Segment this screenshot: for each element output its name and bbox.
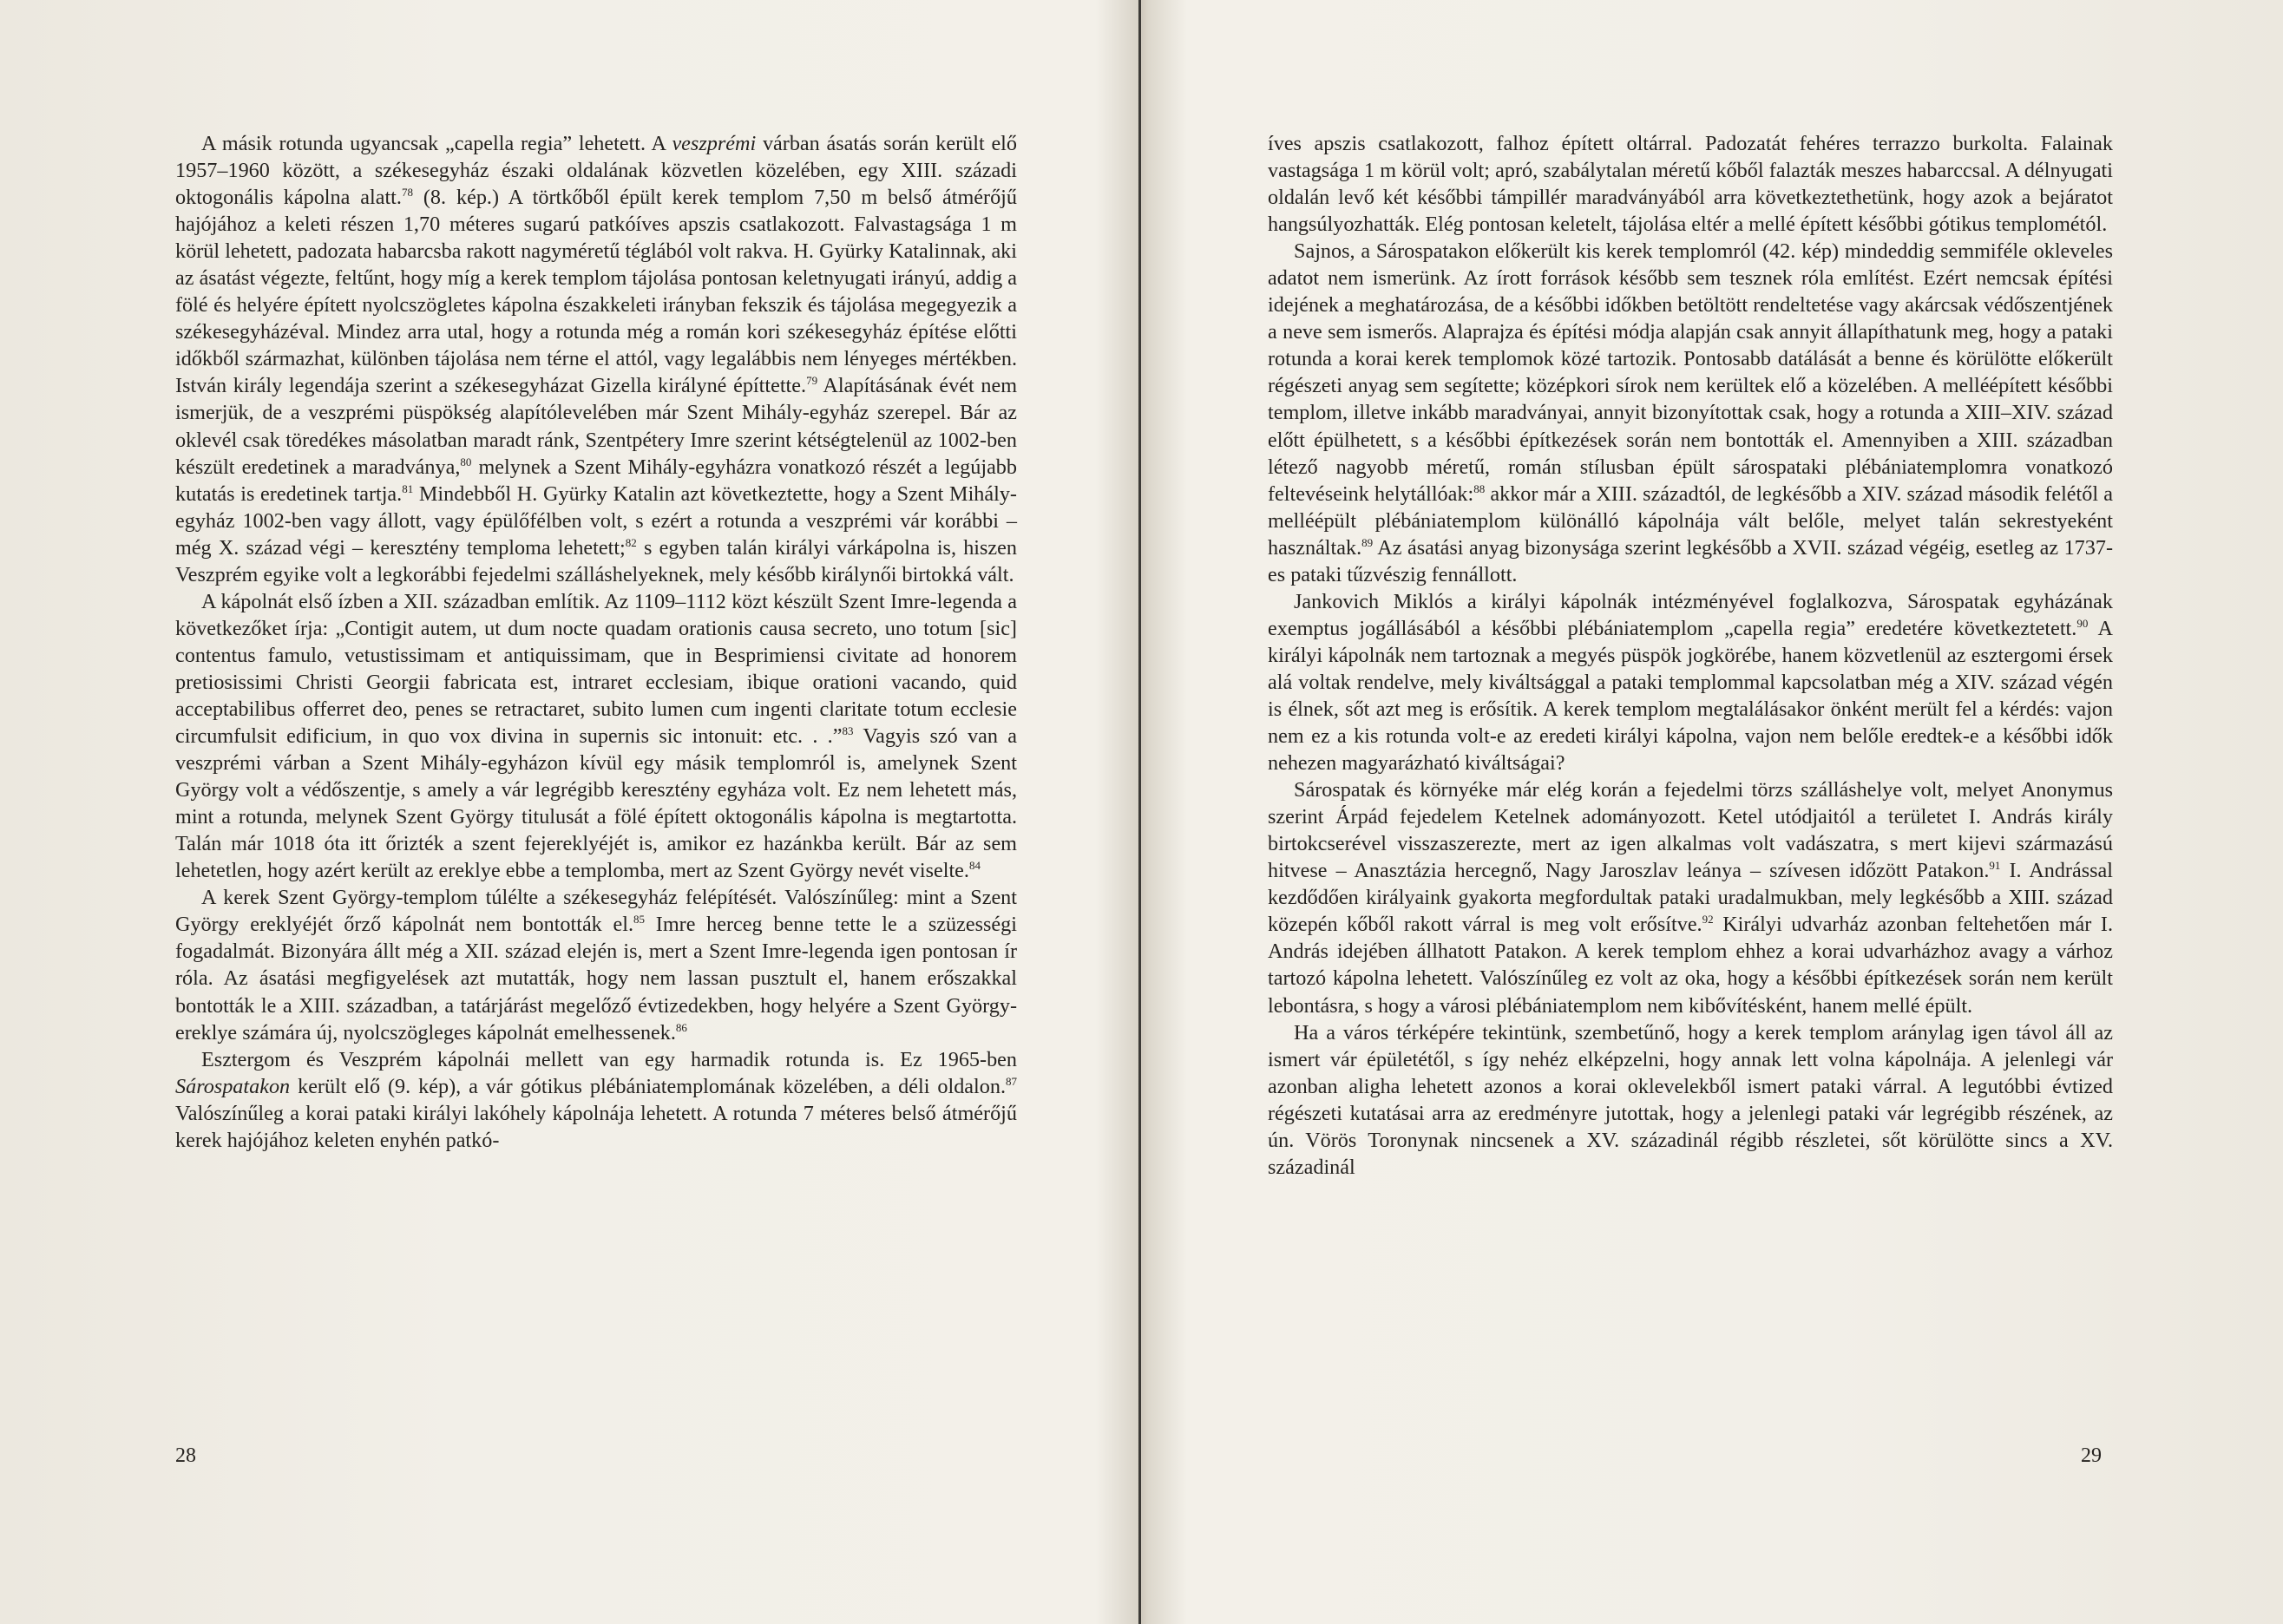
text-run: akkor már a XIII. századtól, de legkésőbb a XIV. század második felétől a melléépült plébániatemplom különálló kápolnája vált belőle, melyet talán sekrestyeként használtak. [1268,481,2113,560]
text-run: A kerek Szent György-templom túlélte a székesegyház felépítését. Valószínűleg: mint a Szent György ereklyéjét őrző kápolnát nem bontották el. [175,886,1017,937]
text-run: Vagyis szó van a veszprémi várban a Szent Mihály-egyházon kívül egy másik templomról is, amelynek Szent György volt a védőszentje, s amely a vár legrégibb keresztény egyháza volt. Ez nem lehetett más, mint a rotunda, melynek Szent György titulusát a fölé épített oktogonális kápolna is megtartotta. Talán már 1018 óta itt őrizték a szent fejereklyéjét is, amikor ez hazánkba került. Bár az sem lehetetlen, hogy azért került az ereklye ebbe a templomba, mert az Szent György nevét viselte. [175,724,1017,883]
paragraph [175,130,1017,588]
right-page [1141,0,2283,1624]
italic-text: veszprémi [672,132,757,155]
text-run: Ha a város térképére tekintünk, szembetűnő, hogy a kerek templom aránylag igen távol áll az ismert vár épületétől, s így nehéz elképzelni, hogy annak lett volna kápolnája. A jelenlegi vár azonban aligha lehetett azonos a korai oklevelekből ismert pataki várral. A legutóbbi évtized régészeti kutatásai arra az eredményre jutottak, hogy a jelenlegi pataki vár legrégibb részének, az ún. Vörös Toronynak nincsenek a XV. századinál régibb részletei, sőt körülötte sincs a XV. századinál [1268,1020,2113,1179]
footnote-ref: 91 [1989,859,2001,873]
right-page-number: 29 [2081,1444,2102,1467]
text-run: Királyi udvarház azonban feltehetően már I. András idejében állhatott Patakon. A kerek templom ehhez a korai udvarházhoz avagy a várhoz tartozó kápolna lehetett. Valószínűleg ez volt az oka, hogy a későbbi építkezések során nem került lebontásra, s hogy a városi plébániatemplom nem kibővítésként, hanem mellé épült. [1268,913,2113,1018]
footnote-ref: 85 [633,913,646,927]
text-run: Valószínűleg a korai pataki királyi lakóhely kápolnája lehetett. A rotunda 7 méteres belső átmérőjű kerek hajójához keleten enyhén patkó- [175,1101,1017,1152]
footnote-ref: 89 [1361,535,1374,549]
footnote-ref: 87 [1006,1074,1017,1088]
text-run: került elő (9. kép), a vár gótikus plébániatemplomának közelében, a déli oldalon. [290,1074,1006,1098]
text-run: A kápolnát első ízben a XII. században említik. Az 1109–1112 közt készült Szent Imre-legenda a következőket írja: „Contigit autem, ut dum nocte quadam orationis causa secreto, uno totum [sic] contentus famulo, vetustissimam et antiquissimam, que in Besprimiensi civitate ad honorem pretiosissimi Christi Georgii fabricata est, intraret ecclesiam, ibique orationi vacando, quid acceptabilibus offerret deo, penes se retractaret, subito lumen cum ingenti claritate totum ecclesie circumfulsit edificium, in quo vox divina in supernis sic intonuit: etc. . .” [175,589,1017,749]
text-run: Esztergom és Veszprém kápolnái mellett van egy harmadik rotunda is. Ez 1965-ben [201,1047,1017,1071]
paragraph [1268,776,2113,1018]
paragraph [1268,130,2113,238]
text-run: Mindebből H. Gyürky Katalin azt következtette, hogy a Szent Mihály-egyház 1002-ben vagy állott, vagy épülőfélben volt, s ezért a rotunda a veszprémi vár korábbi – még X. század végi – keresztény temploma lehetett; [175,481,1017,560]
footnote-ref: 78 [401,186,413,200]
text-run: A másik rotunda ugyancsak „capella regia” lehetett. A [201,132,672,155]
text-run: Az ásatási anyag bizonysága szerint legkésőbb a XVII. század végéig, esetleg az 1737-es pataki tűzvészig fennállott. [1268,535,2113,586]
footnote-ref: 79 [806,374,818,388]
left-page-number: 28 [175,1444,196,1467]
text-run: s egyben talán királyi várkápolna is, hiszen Veszprém egyike volt a legkorábbi fejedelmi szálláshelyeknek, mely később királynői birtokká vált. [175,535,1017,586]
text-run: íves apszis csatlakozott, falhoz épített oltárral. Padozatát fehéres terrazzo burkolta. Falainak vastagsága 1 m körül volt; apró, szabálytalan méretű kőből falazták meszes habarccsal. A délnyugati oldalán levő két későbbi támpillér maradványából arra következtethetünk, hogy azok a bejáratot hangsúlyozhatták. Elég pontosan keletelt, tájolása eltér a mellé épített későbbi gótikus templométól. [1268,132,2113,237]
left-page [0,0,1138,1624]
italic-text: Sárospatakon [175,1074,291,1098]
text-run: melynek a Szent Mihály-egyházra vonatkozó részét a legújabb kutatás is eredetinek tartja. [175,455,1017,506]
text-run: A királyi kápolnák nem tartoznak a megyés püspök jogkörébe, hanem közvetlenül az esztergomi érsek alá voltak rendelve, mely kiváltsággal a pataki templommal kapcsolatban még a XIV. század végén is élnek, sőt azt meg is erősítik. A kerek templom megtalálásakor önként merült fel a kérdés: vajon nem ez a kis rotunda volt-e az eredeti királyi kápolna, vajon nem belőle eredtek-e a későbbi idők nehezen magyarázható kiváltságai? [1268,616,2113,776]
footnote-ref: 84 [968,859,981,873]
paragraph [1268,1019,2113,1181]
footnote-ref: 82 [625,535,637,549]
footnote-ref: 92 [1702,913,1714,927]
text-run: várban ásatás során került elő 1957–1960 között, a székesegyház északi oldalának közvetlen közelében, egy XIII. századi oktogonális kápolna alatt. [175,132,1017,210]
text-run: Alapításának évét nem ismerjük, de a veszprémi püspökség alapítólevelében már Szent Mihály-egyház szerepel. Bár az oklevél csak töredékes másolatban maradt ránk, Szentpétery Imre szerint kétségtelenül az 1002-ben készült eredetinek a maradványa, [175,374,1018,479]
paragraph [1268,588,2113,776]
footnote-ref: 80 [460,455,472,468]
text-run: Sárospatak és környéke már elég korán a fejedelmi törzs szálláshelye volt, melyet Anonymus szerint Árpád fejedelem Ketelnek adományozott. Ketel utódjaitól a területet I. András király birtokcserével visszaszerezte, mert az igen alkalmas volt vadászatra, s mert kijevi származású hitvese – Anasztázia hercegnő, Nagy Jaroszlav leánya – szívesen időzött Patakon. [1268,778,2113,883]
text-run: Imre herceg benne tette le a szüzességi fogadalmát. Bizonyára állt még a XII. század elején is, mert a Szent Imre-legenda igen pontosan ír róla. Az ásatási megfigyelések azt mutatták, hogy nem lassan pusztult el, hanem erőszakkal bontották le a XIII. században, a tatárjárást megelőző évtizedekben, hogy helyére a Szent György-ereklye számára új, nyolcszögleges kápolnát emelhessenek. [175,913,1017,1044]
footnote-ref: 90 [2076,616,2089,630]
paragraph [175,588,1017,885]
paragraph [175,884,1017,1045]
footnote-ref: 81 [402,481,414,495]
right-page-text [1268,130,2113,1181]
text-run: (8. kép.) A törtkőből épült kerek templom 7,50 m belső átmérőjű hajójához a keleti részen 1,70 méteres sugarú patkóíves apszis csatlakozott. Falvastagsága 1 m körül lehetett, padozata habarcsba rakott nagyméretű téglából volt rakva. H. Gyürky Katalinnak, aki az ásatást végezte, feltűnt, hogy míg a kerek templom tájolása pontosan keletnyugati irányú, addig a fölé és helyére épített nyolcszögletes kápolna északkeleti irányban fekszik és tájolása megegyezik a székesegyházéval. Mindez arra utal, hogy a rotunda még a román kori székesegyház építése előtti időkből származhat, különben tájolása nem térne el attól, vagy legalábbis nem lényeges mértékben. István király legendája szerint a székesegyházat Gizella királyné építtette. [175,186,1017,398]
left-page-text [175,130,1017,1154]
paragraph [1268,238,2113,588]
text-run: Jankovich Miklós a királyi kápolnák intézményével foglalkozva, Sárospatak egyházának exemptus jogállásából a későbbi plébániatemplom „capella regia” eredetére következtetett. [1268,589,2113,640]
footnote-ref: 88 [1473,481,1486,495]
text-run: Sajnos, a Sárospatakon előkerült kis kerek templomról (42. kép) mindeddig semmiféle okleveles adatot nem ismerünk. Az írott források később sem tesznek róla említést. Ezért nemcsak építési idejének a meghatározása, de a későbbi időkben betöltött rendeltetése vagy akárcsak védőszentjének a neve sem ismerős. Alaprajza és építési módja alapján csak annyit állapíthatunk meg, hogy a pataki rotunda a korai kerek templomok közé tartozik. Pontosabb datálását a benne és körülötte előkerült régészeti anyag sem segítette; középkori sírok nem kerültek elő a közelében. A melléépített későbbi templom, illetve inkább maradványai, annyit bizonyítottak csak, hogy a rotunda a XIII–XIV. század előtt épülhetett, s a későbbi építkezések során nem bontották el. Amennyiben a XIII. században létező nagyobb méretű, román stílusban épült sárospataki plébániatemplomra vonatkozó feltevéseink helytállóak: [1268,239,2113,506]
footnote-ref: 86 [675,1020,687,1034]
paragraph [175,1046,1017,1154]
footnote-ref: 83 [842,724,854,738]
text-run: I. Andrással kezdődően királyaink gyakorta megfordultak pataki uradalmukban, mely legkésőbb a XIII. század közepén kőből rakott várral is meg volt erősítve. [1268,859,2113,937]
